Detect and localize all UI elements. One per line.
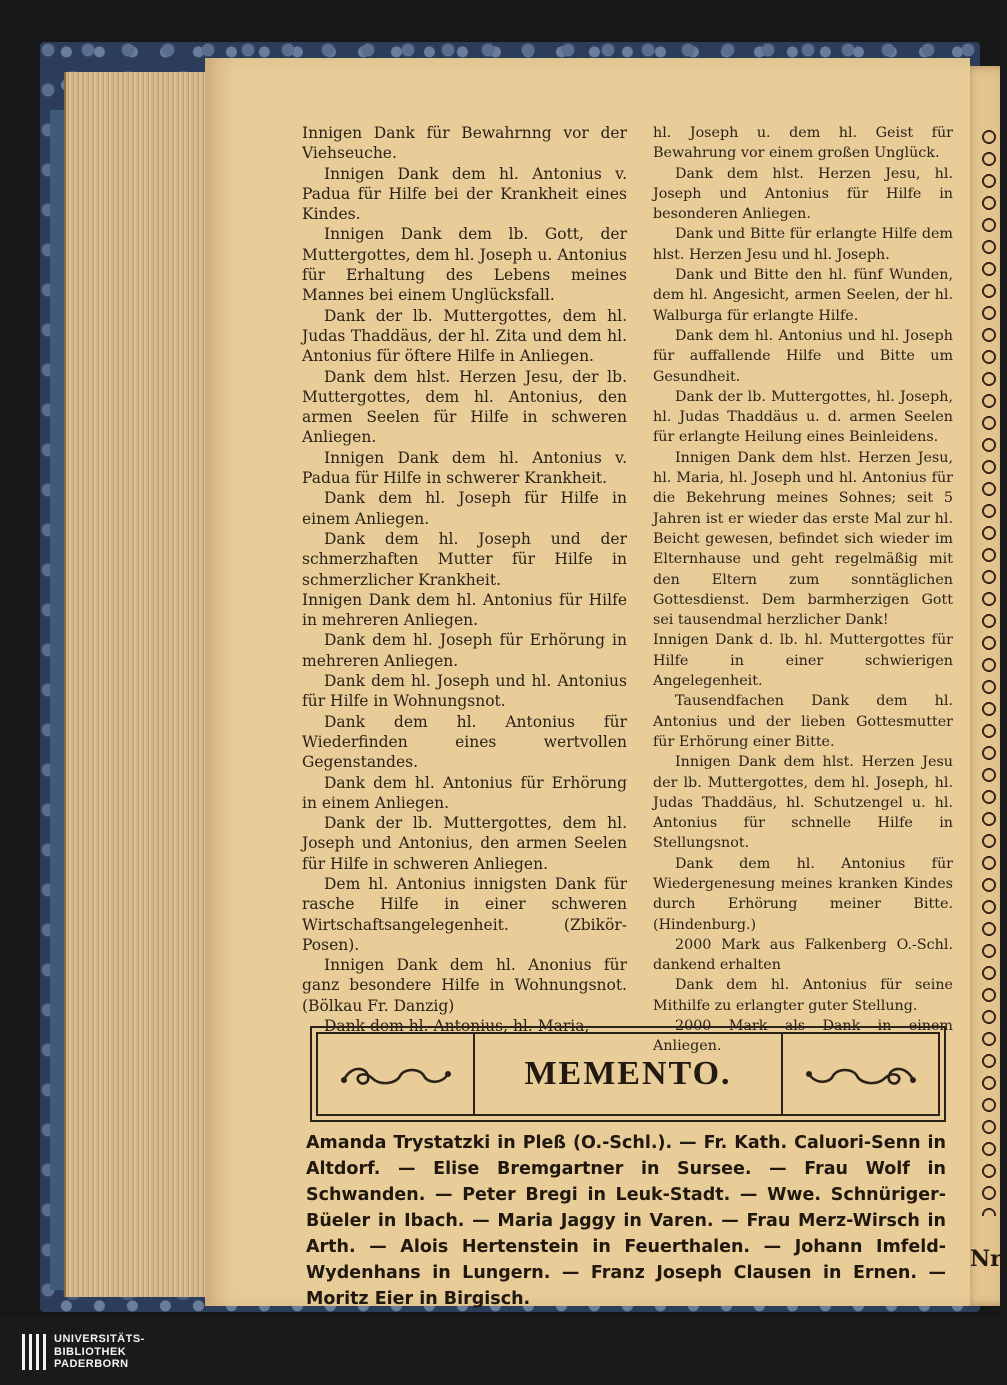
library-logo-icon: [22, 1334, 48, 1370]
page-stack: [64, 72, 226, 1297]
entry: Dank dem hl. Joseph für Hilfe in einem Anliegen.: [302, 489, 627, 528]
entry: Dank und Bitte für erlangte Hilfe dem hlst. Herzen Jesu und hl. Joseph.: [653, 226, 953, 263]
footer-bar: [0, 1315, 1000, 1385]
entry: Tausendfachen Dank dem hl. Antonius und der lieben Gottesmutter für Erhörung einer Bitte.: [653, 693, 953, 750]
entry: Dank dem hl. Antonius, hl. Maria,: [324, 1017, 590, 1036]
entry: Dank dem hl. Joseph und hl. Antonius für Hilfe in Wohnungsnot.: [302, 672, 627, 711]
entry: Innigen Dank d. lb. hl. Muttergottes für Hilfe in einer schwierigen Angelegenheit.: [653, 632, 953, 690]
memento-header-box: [310, 1026, 946, 1122]
entry: Dank und Bitte den hl. fünf Wunden, dem hl. Angesicht, armen Seelen, der hl. Walburga für erlangte Hilfe.: [653, 267, 953, 324]
entry: Dank dem hl. Joseph für Erhörung in mehreren Anliegen.: [302, 631, 627, 670]
entry: Dank der lb. Muttergottes, hl. Joseph, hl. Judas Thaddäus u. d. armen Seelen für erlangte Heilung eines Beinleidens.: [653, 388, 953, 446]
entry: Dank dem hl. Joseph und der schmerzhaften Mutter für Hilfe in schmerzlicher Krankheit.: [302, 529, 627, 589]
library-logo-text: UNIVERSITÄTS- BIBLIOTHEK PADERBORN: [54, 1333, 145, 1370]
entry: Dem hl. Antonius innigsten Dank für rasche Hilfe in einer schweren Wirtschaftsangelegenheit. (Zbikör-Posen).: [302, 874, 627, 954]
right-text-column: [653, 123, 953, 1057]
entry: Innigen Dank für Bewahrnng vor der Viehseuche.: [302, 124, 627, 163]
entry: Innigen Dank dem hl. Anonius für ganz besondere Hilfe in Wohnungsnot. (Bölkau Fr. Danzig): [302, 956, 627, 1015]
left-text-column: [302, 123, 627, 1036]
entry: 2000 Mark als Dank in einem Anliegen.: [653, 1018, 953, 1055]
memento-text: Amanda Trystatzki in Pleß (O.-Schl.). — Fr. Kath. Caluori-Senn in Altdorf. — Elise Bremgartner in Sursee. — Frau Wolf in Schwanden. — Peter Bregi in Leuk-Stadt. — Wwe. Schnüriger-Büeler in Ibach. — Maria Jaggy in Varen. — Frau Merz-Wirsch in Arth. — Alois Hertenstein in Feuerthalen. — Johann Imfeld-Wydenhans in Lungern. — Franz Joseph Clausen in Ernen. — Moritz Eier in Birgisch.: [306, 1133, 946, 1309]
entry: Dank dem hl. Antonius für Wiederfinden eines wertvollen Gegenstandes.: [302, 712, 627, 772]
entry: Dank dem hl. Antonius und hl. Joseph für auffallende Hilfe und Bitte um Gesundheit.: [653, 327, 953, 385]
entry: 2000 Mark aus Falkenberg O.-Schl. dankend erhalten: [653, 936, 953, 974]
ornament-left-icon: [318, 1034, 475, 1114]
entry: Innigen Dank dem hl. Antonius v. Padua für Hilfe bei der Krankheit eines Kindes.: [302, 164, 627, 224]
entry: Dank dem hl. Antonius für Erhörung in einem Anliegen.: [302, 773, 627, 812]
entry: Dank der lb. Muttergottes, dem hl. Judas Thaddäus, der hl. Zita und dem hl. Antonius für öftere Hilfe in Anliegen.: [302, 306, 627, 366]
entry: Innigen Dank dem hlst. Herzen Jesu der lb. Muttergottes, dem hl. Joseph, hl. Judas Thaddäus, hl. Schutzengel u. hl. Antonius für schnelle Hilfe in Stellungsnot.: [653, 754, 953, 852]
entry: Innigen Dank dem hlst. Herzen Jesu, hl. Maria, hl. Joseph und hl. Antonius für die Bekehrung meines Sohnes; seit 5 Jahren ist er wieder das erste Mal zur hl. Beicht gewesen, befindet sich wieder im Elternhause und geht regelmäßig mit den Eltern zum sonntäglichen Gottesdienst. Dem barmherzigen Gott sei tausendmal herzlicher Dank!: [653, 449, 953, 629]
memento-title: MEMENTO.: [524, 1055, 732, 1092]
next-page-number-label: Nr.: [970, 1246, 1007, 1272]
entry: Dank dem hlst. Herzen Jesu, hl. Joseph und Antonius für Hilfe in besonderen Anliegen.: [653, 165, 953, 223]
ornament-border: [978, 126, 1000, 1216]
entry: Dank dem hl. Antonius für Wiedergenesung meines kranken Kindes durch Erhörung meiner Bitte. (Hindenburg.): [653, 855, 953, 933]
entry: Innigen Dank dem hl. Antonius v. Padua für Hilfe in schwerer Krankheit.: [302, 448, 627, 488]
entry: Dank dem hl. Antonius für seine Mithilfe zu erlangter guter Stellung.: [653, 977, 953, 1014]
entry: Innigen Dank dem hl. Antonius für Hilfe in mehreren Anliegen.: [302, 590, 627, 630]
book-spine-edge: [50, 110, 64, 1290]
entry: Dank dem hlst. Herzen Jesu, der lb. Muttergottes, dem hl. Antonius, den armen Seelen für Hilfe in schweren Anliegen.: [302, 367, 627, 447]
entry: hl. Joseph u. dem hl. Geist für Bewahrung vor einem großen Unglück.: [653, 125, 953, 162]
ornament-right-icon: [781, 1034, 938, 1114]
entry: Innigen Dank dem lb. Gott, der Muttergottes, dem hl. Joseph u. Antonius für Erhaltung des Lebens meines Mannes bei einem Unglücksfall.: [302, 225, 627, 305]
entry: Dank der lb. Muttergottes, dem hl. Joseph und Antonius, den armen Seelen für Hilfe in schweren Anliegen.: [302, 814, 627, 873]
